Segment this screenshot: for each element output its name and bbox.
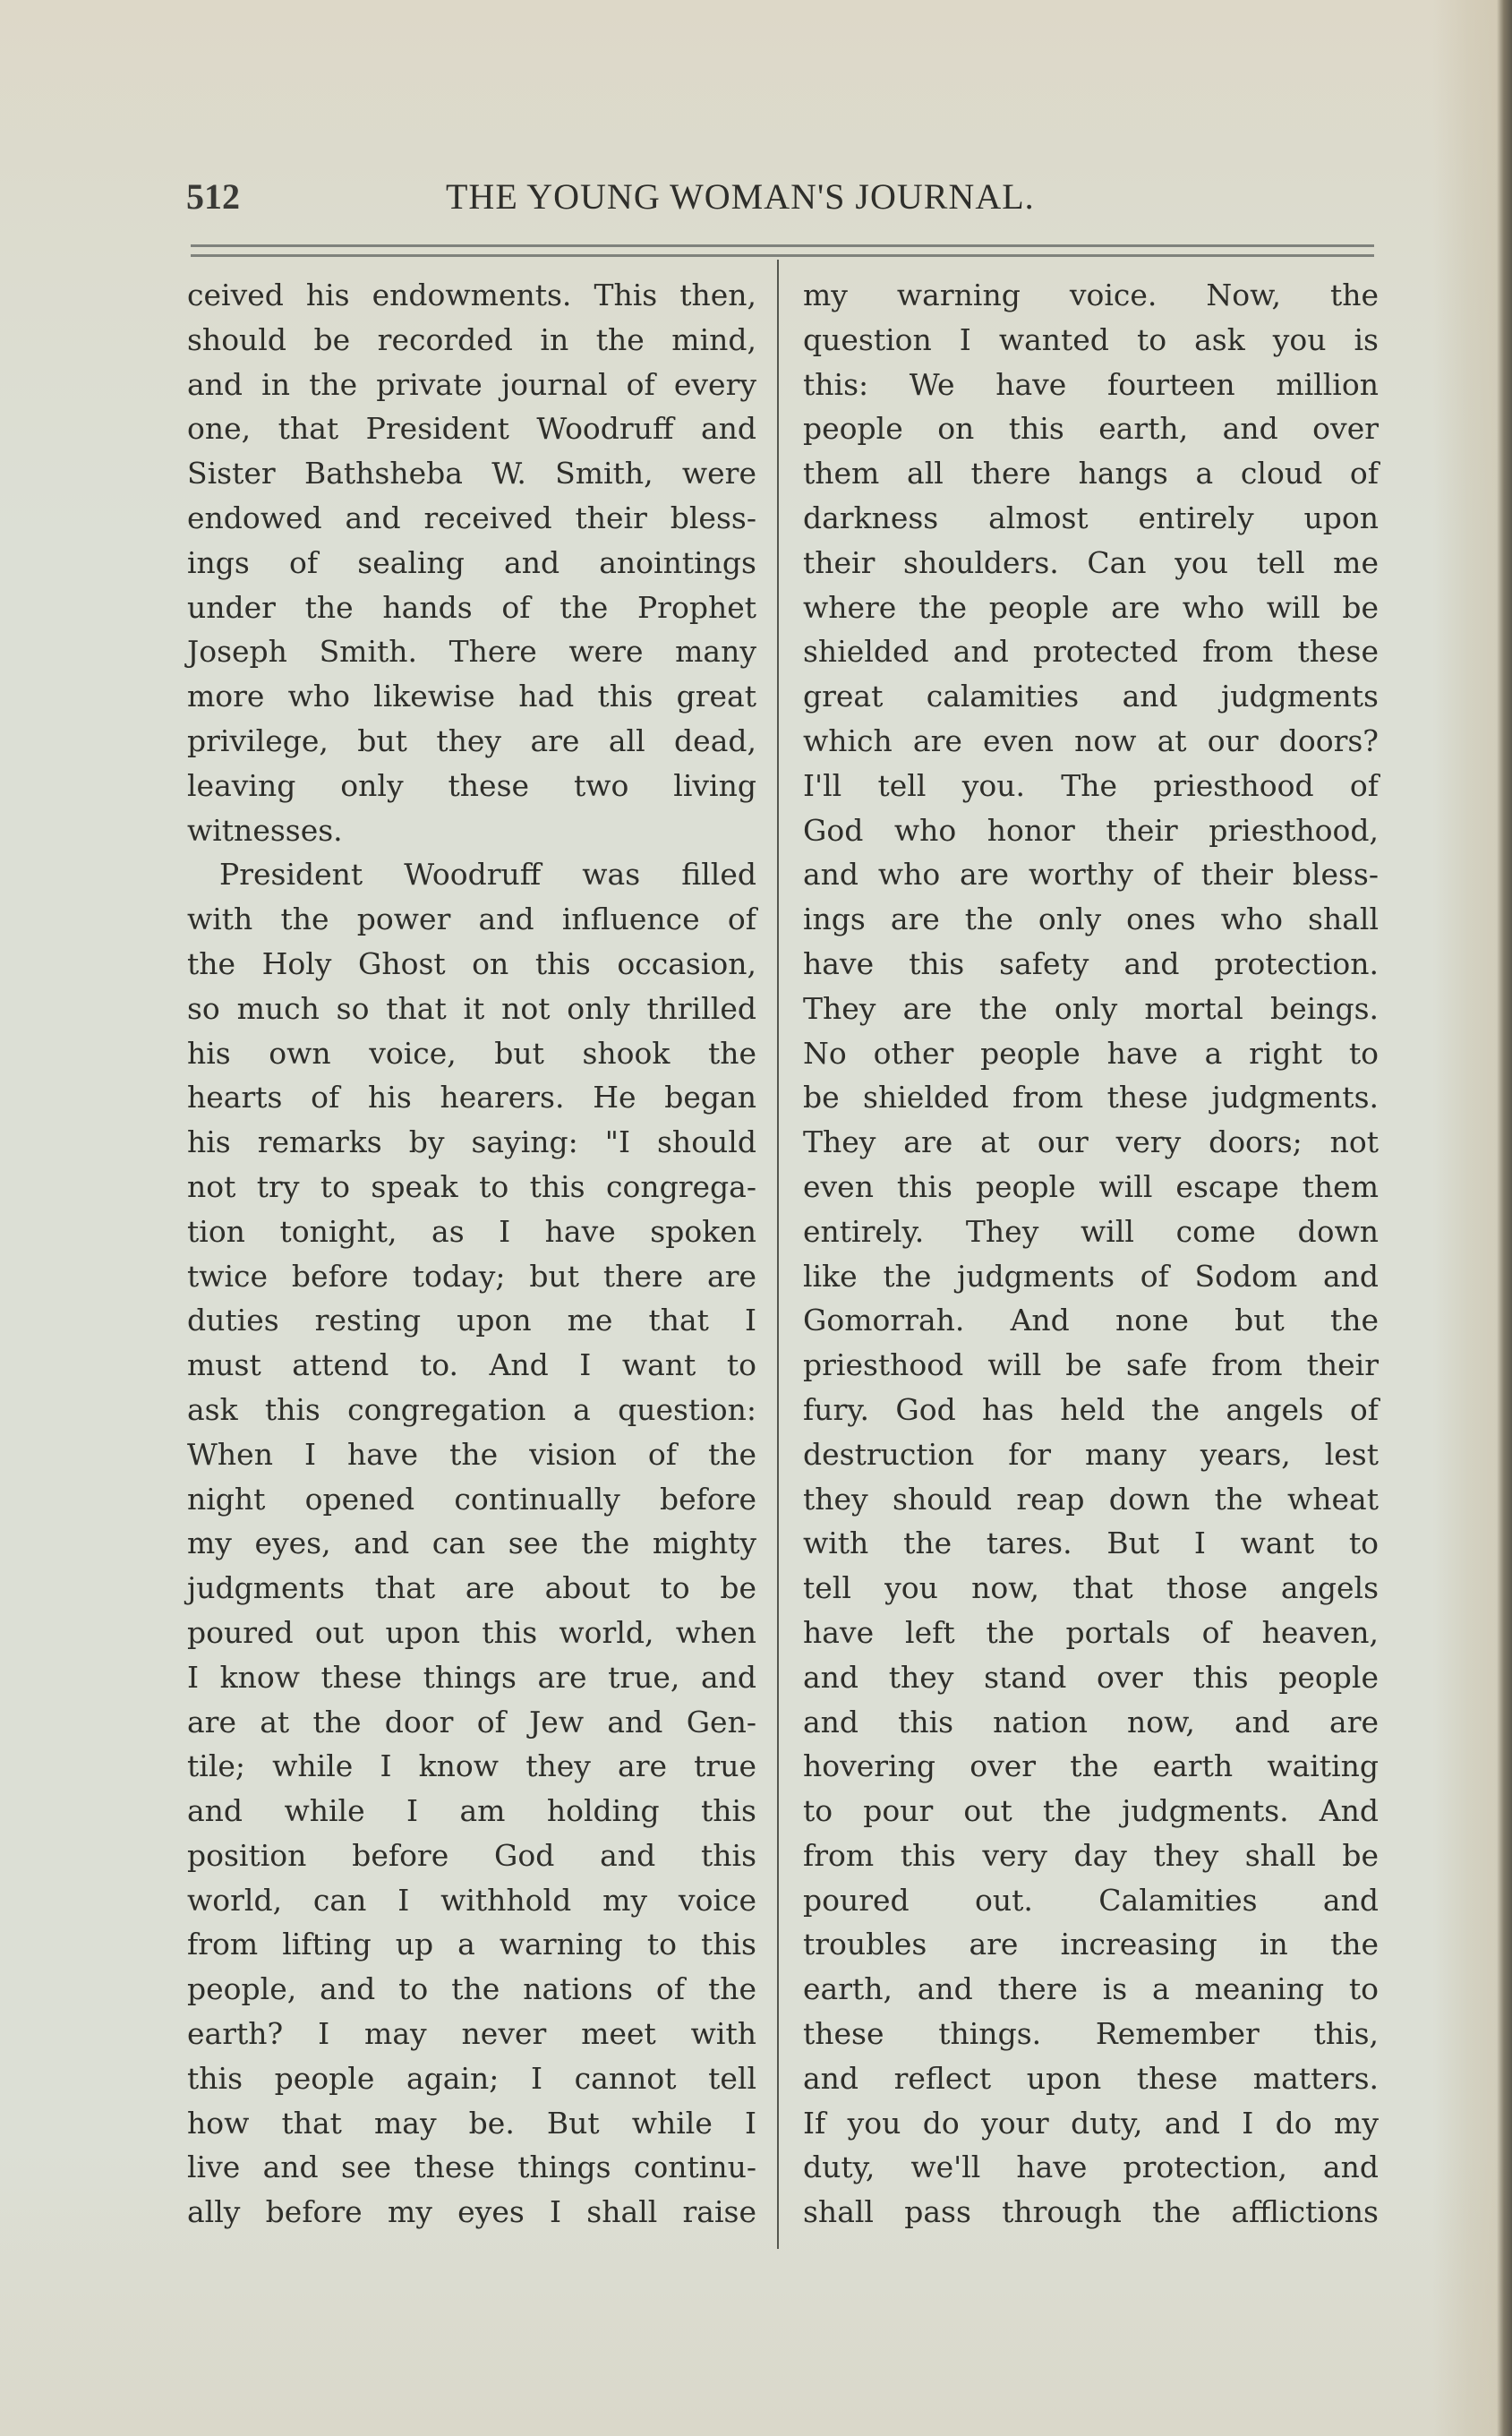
journal-title: THE YOUNG WOMAN'S JOURNAL. [446,176,1035,217]
text-line: so much so that it not only thrilled [187,990,756,1026]
text-line: They are at our very doors; not [803,1124,1379,1160]
text-line: ings are the only ones who shall [803,902,1379,937]
text-line: like the judgments of Sodom and [803,1258,1379,1294]
text-line: them all there hangs a cloud of [803,456,1379,491]
text-line: position before God and this [187,1837,756,1873]
text-line: ask this congregation a question: [187,1391,756,1427]
text-line: are at the door of Jew and Gen- [187,1704,756,1739]
text-line: and they stand over this people [803,1659,1379,1695]
right-column [803,273,1379,2235]
text-line: these things. Remember this, [803,2016,1379,2052]
text-line: entirely. They will come down [803,1213,1379,1249]
paragraph-start-line: President Woodruff was filled [219,857,756,893]
text-line: be shielded from these judgments. [803,1080,1379,1115]
text-line: question I wanted to ask you is [803,321,1379,357]
text-line: one, that President Woodruff and [187,411,756,447]
text-line: poured out. Calamities and [803,1882,1379,1918]
text-line: which are even now at our doors? [803,722,1379,758]
text-line: destruction for many years, lest [803,1436,1379,1472]
text-line: and while I am holding this [187,1793,756,1829]
text-line: hearts of his hearers. He began [187,1080,756,1115]
text-line: They are the only mortal beings. [803,990,1379,1026]
text-line: his remarks by saying: "I should [187,1124,756,1160]
text-line: with the power and influence of [187,902,756,937]
text-line: endowed and received their bless- [187,500,756,535]
text-line: my eyes, and can see the mighty [187,1526,756,1561]
page-number: 512 [186,176,240,217]
text-line: darkness almost entirely upon [803,500,1379,535]
text-line: shall pass through the afflictions [803,2194,1379,2230]
text-line: and who are worthy of their bless- [803,857,1379,893]
text-line: ceived his endowments. This then, [187,278,756,312]
text-line: Gomorrah. And none but the [803,1303,1379,1338]
text-line: and reflect upon these matters. [803,2060,1379,2096]
text-line: I know these things are true, and [187,1659,756,1695]
text-line: and in the private journal of every [187,366,756,402]
left-column [187,273,756,2235]
column-divider [777,260,779,2249]
text-line: have this safety and protection. [803,945,1379,981]
text-line: have left the portals of heaven, [803,1614,1379,1650]
text-line: this people again; I cannot tell [187,2060,756,2096]
text-line: twice before today; but there are [187,1258,756,1294]
text-line: people on this earth, and over [803,411,1379,447]
text-line: No other people have a right to [803,1035,1379,1071]
text-line: his own voice, but shook the [187,1035,756,1071]
text-line: with the tares. But I want to [803,1526,1379,1561]
text-line: duty, we'll have protection, and [803,2150,1379,2185]
text-line: tell you now, that those angels [803,1570,1379,1606]
text-line: my warning voice. Now, the [803,278,1379,312]
text-line: fury. God has held the angels of [803,1391,1379,1427]
text-line: under the hands of the Prophet [187,589,756,625]
text-line: earth, and there is a meaning to [803,1971,1379,2007]
text-line: judgments that are about to be [187,1570,756,1606]
text-line: I'll tell you. The priesthood of [803,767,1379,803]
text-line: witnesses. [187,812,343,848]
text-line: duties resting upon me that I [187,1303,756,1338]
text-line: tile; while I know they are true [187,1748,756,1784]
text-line: people, and to the nations of the [187,1971,756,2007]
text-line: how that may be. But while I [187,2105,756,2141]
text-line: where the people are who will be [803,589,1379,625]
text-line: live and see these things continu- [187,2150,756,2185]
text-line: not try to speak to this congrega- [187,1168,756,1204]
text-line: the Holy Ghost on this occasion, [187,945,756,981]
text-line: earth? I may never meet with [187,2016,756,2052]
text-line: from lifting up a warning to this [187,1927,756,1962]
text-line: and this nation now, and are [803,1704,1379,1739]
text-line: should be recorded in the mind, [187,321,756,357]
text-line: troubles are increasing in the [803,1927,1379,1962]
text-line: tion tonight, as I have spoken [187,1213,756,1249]
text-line: ally before my eyes I shall raise [187,2194,756,2230]
text-line: great calamities and judgments [803,679,1379,714]
text-line: from this very day they shall be [803,1837,1379,1873]
text-line: their shoulders. Can you tell me [803,544,1379,580]
header-rule-top [191,244,1374,247]
text-line: world, can I withhold my voice [187,1882,756,1918]
text-line: this: We have fourteen million [803,366,1379,402]
text-line: shielded and protected from these [803,634,1379,670]
text-line: leaving only these two living [187,767,756,803]
text-line: more who likewise had this great [187,679,756,714]
header-rule-bottom [191,254,1374,257]
text-line: Sister Bathsheba W. Smith, were [187,456,756,491]
text-line: priesthood will be safe from their [803,1347,1379,1383]
text-line: to pour out the judgments. And [803,1793,1379,1829]
text-line: poured out upon this world, when [187,1614,756,1650]
text-line: must attend to. And I want to [187,1347,756,1383]
text-line: Joseph Smith. There were many [187,634,756,670]
text-line: they should reap down the wheat [803,1481,1379,1517]
text-line: even this people will escape them [803,1168,1379,1204]
text-line: When I have the vision of the [187,1436,756,1472]
running-head [186,175,1377,220]
text-line: God who honor their priesthood, [803,812,1379,848]
text-line: night opened continually before [187,1481,756,1517]
text-line: hovering over the earth waiting [803,1748,1379,1784]
text-line: If you do your duty, and I do my [803,2105,1379,2141]
text-line: ings of sealing and anointings [187,544,756,580]
text-line: privilege, but they are all dead, [187,722,756,758]
